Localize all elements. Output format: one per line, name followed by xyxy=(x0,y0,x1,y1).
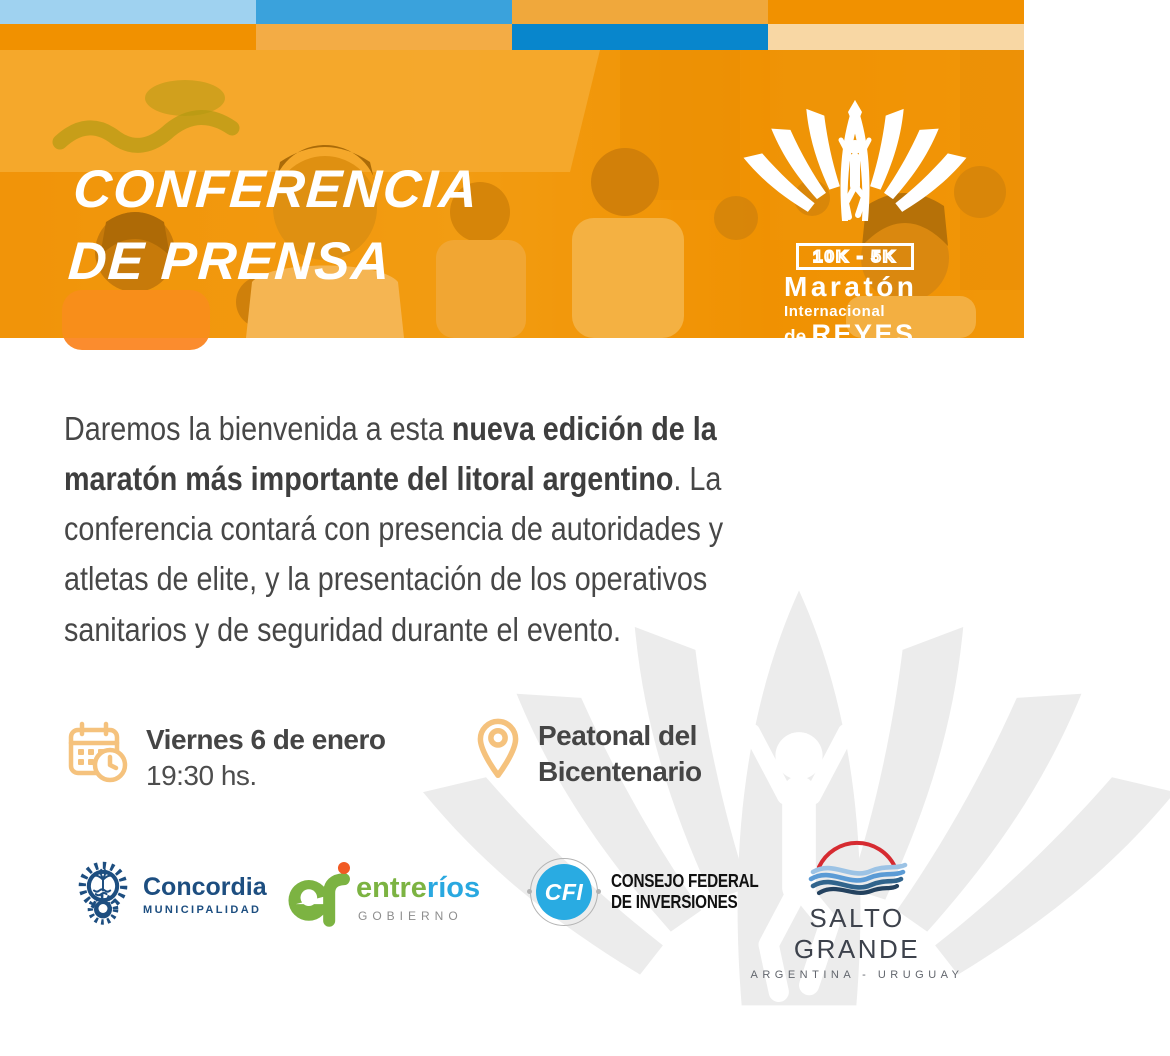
stripe-row-2 xyxy=(0,24,1024,50)
sponsor-salto-grande xyxy=(750,850,964,981)
concordia-subtitle: MUNICIPALIDAD xyxy=(143,903,262,916)
title-line-2: DE PRENSA xyxy=(66,232,394,292)
color-stripe xyxy=(768,0,1024,24)
event-time: 19:30 hs. xyxy=(146,760,257,791)
cfi-line1: CONSEJO FEDERAL xyxy=(611,871,759,892)
cfi-circle-badge xyxy=(530,858,598,926)
sponsor-concordia xyxy=(76,860,267,930)
color-stripe xyxy=(768,24,1024,50)
salto-subtitle: ARGENTINA - URUGUAY xyxy=(750,969,964,981)
concordia-name: Concordia xyxy=(143,873,267,902)
salto-title: SALTO GRANDE xyxy=(793,903,921,964)
venue-block xyxy=(476,716,702,790)
cfi-ring-dot-left xyxy=(527,889,532,894)
sponsor-entre-rios xyxy=(286,856,480,930)
color-stripe xyxy=(0,24,256,50)
location-pin-icon xyxy=(476,716,520,784)
cfi-abbr: CFI xyxy=(536,864,592,920)
body-text-line: atletas de elite, y la presentación de los operativos xyxy=(64,560,708,598)
logo-name-line3 xyxy=(784,321,942,348)
marathon-logo xyxy=(744,86,966,367)
logo-de: de xyxy=(784,327,812,348)
schedule-block xyxy=(66,720,386,794)
color-stripe xyxy=(512,24,768,50)
er-word1: entre xyxy=(356,872,427,904)
event-date: Viernes 6 de enero xyxy=(146,724,386,755)
crown-icon xyxy=(744,86,966,236)
title-line-1: CONFERENCIA xyxy=(71,160,481,219)
er-word2: ríos xyxy=(426,872,481,904)
stripe-row-1 xyxy=(0,0,1024,24)
er-monogram-icon xyxy=(286,856,352,930)
salto-grande-waves-icon xyxy=(795,850,919,896)
color-stripe xyxy=(0,0,256,24)
calendar-icon xyxy=(66,720,130,786)
sponsor-cfi xyxy=(530,858,785,926)
body-text-line: sanitarios y de seguridad durante el evento. xyxy=(64,610,622,648)
logo-reyes: REYES xyxy=(811,319,916,349)
hero-banner xyxy=(0,50,1024,368)
cfi-line2: DE INVERSIONES xyxy=(611,892,738,912)
concordia-emblem-icon xyxy=(76,860,130,930)
cfi-ring-dot-right xyxy=(596,889,601,894)
color-stripe xyxy=(512,0,768,24)
distance-badge: 10K - 5K xyxy=(796,243,914,270)
body-text xyxy=(64,404,723,655)
color-stripe xyxy=(256,0,512,24)
body-text-line: Daremos la bienvenida a esta nueva edición de la xyxy=(64,410,717,447)
top-stripes xyxy=(0,0,1024,50)
body-text-line: conferencia contará con presencia de autoridades y xyxy=(64,510,724,548)
er-subtitle: GOBIERNO xyxy=(358,909,463,923)
logo-name-line2: Internacional xyxy=(784,303,886,320)
body-text-line: maratón más importante del litoral argentino. La xyxy=(64,460,722,498)
venue-line1: Peatonal del xyxy=(538,720,697,751)
page-title xyxy=(66,154,481,298)
logo-name-line1: Maratón xyxy=(784,271,918,302)
logo-city: concordia xyxy=(876,351,942,368)
venue-line2: Bicentenario xyxy=(538,756,702,787)
color-stripe xyxy=(256,24,512,50)
